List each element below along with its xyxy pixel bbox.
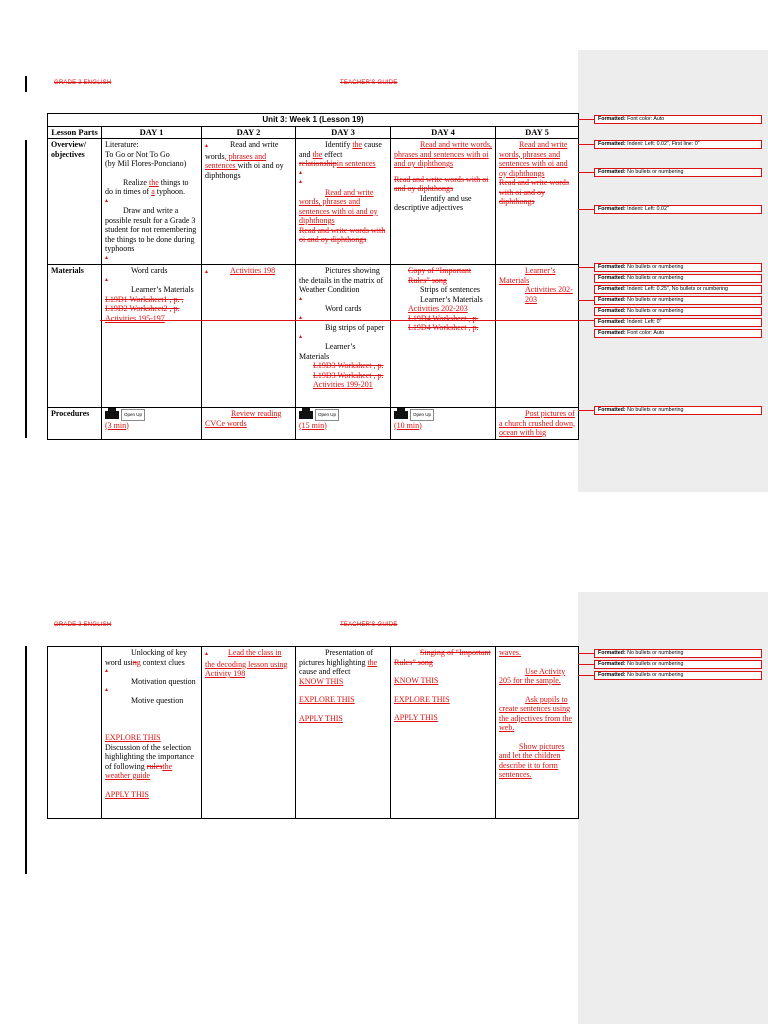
procedures-day3: Open Up (15 min) — [296, 408, 391, 440]
row-label-empty — [48, 647, 102, 819]
gift-box-icon — [299, 411, 313, 419]
col-header: DAY 1 — [102, 126, 202, 139]
procedures-day1-cont: Unlocking of key word using context clues ▴ Motivation question ▴ Motive question EXPLORE THIS Discussion of the selection highlighting the importance of following rulesthe weather guide APPLY THIS — [102, 647, 202, 819]
comment-leader-line — [578, 144, 594, 145]
gift-box-icon — [105, 411, 119, 419]
materials-day2: ▴ Activities 198 — [202, 265, 296, 408]
comment-leader-line — [578, 675, 594, 676]
overview-day3: Identify the cause and the effect relationshipin sentences ▴ ▴ Read and write words, phrases and sentences with oi and oy diphthongs Read and write words with oi and oy diphthongs — [296, 139, 391, 265]
lesson-table-page-2 — [47, 646, 579, 819]
comment-balloon[interactable]: Formatted: Indent: Left: 0.02" — [594, 205, 762, 214]
header-left: GRADE 3 ENGLISH — [54, 80, 112, 86]
overview-day5: Read and write words, phrases and sentences with oi and oy diphthongs Read and write words with oi and oy diphthongs — [496, 139, 579, 265]
change-bar — [25, 646, 27, 874]
open-up-badge: Open Up — [410, 409, 434, 421]
col-header: DAY 4 — [391, 126, 496, 139]
materials-row — [48, 265, 579, 408]
comment-leader-line — [578, 267, 594, 268]
comment-leader-line — [578, 119, 594, 120]
comment-balloon[interactable]: Formatted: Indent: Left: 0.02", First line: 0" — [594, 140, 762, 149]
open-up-badge: Open Up — [121, 409, 145, 421]
comment-balloon[interactable]: Formatted: No bullets or numbering — [594, 660, 762, 669]
bullet-marker: ▴ — [105, 197, 109, 204]
procedures-day5-cont: waves. Use Activity 205 for the sample. Ask pupils to create sentences using the adjectives from the web. Show pictures and let the children describe it to form sentences. — [496, 647, 579, 819]
procedures-day3-cont: Presentation of pictures highlighting the cause and effect KNOW THIS EXPLORE THIS APPLY THIS — [296, 647, 391, 819]
col-header: Lesson Parts — [48, 126, 102, 139]
row-label: Materials — [48, 265, 102, 408]
comment-balloon[interactable]: Formatted: No bullets or numbering — [594, 406, 762, 415]
materials-day4: Copy of “Important Rules” song Strips of sentences Learner’s Materials Activities 202-203 L19D4 Worksheet , p. L19D4 Worksheet , p. — [391, 265, 496, 408]
procedures-row — [48, 408, 579, 440]
bullet-marker: ▴ — [105, 254, 109, 261]
comment-balloon[interactable]: Formatted: Indent: Left: 0" — [594, 318, 762, 327]
overview-day2: ▴ Read and write words, phrases and sentences with oi and oy diphthongs — [202, 139, 296, 265]
materials-day3: Pictures showing the details in the matrix of Weather Condition ▴ Word cards ▴ Big strips of paper ▴ Learner’s Materials L19D3 Worksheet , p. L19D3 Worksheet , p. Activities 199-201 — [296, 265, 391, 408]
overview-day4: Read and write words, phrases and sentences with oi and oy diphthongs Read and write words with oi and oy diphthongs Identify and use descriptive adjectives — [391, 139, 496, 265]
procedures-day1: Open Up (3 min) — [102, 408, 202, 440]
table-header-row — [48, 126, 579, 139]
comment-balloon[interactable]: Formatted: Font color: Auto — [594, 115, 762, 124]
procedures-continued-row — [48, 647, 579, 819]
comment-balloon[interactable]: Formatted: No bullets or numbering — [594, 649, 762, 658]
change-bar — [25, 140, 27, 438]
comment-leader-line — [578, 410, 594, 411]
comment-leader-line — [578, 209, 594, 210]
comment-balloon[interactable]: Formatted: No bullets or numbering — [594, 307, 762, 316]
procedures-day2-cont: ▴ Lead the class in the decoding lesson using Activity 198 — [202, 647, 296, 819]
overview-row — [48, 139, 579, 265]
row-label: Procedures — [48, 408, 102, 440]
comment-leader-line — [578, 300, 594, 301]
table-title: Unit 3: Week 1 (Lesson 19) — [48, 114, 579, 127]
gift-box-icon — [394, 411, 408, 419]
comment-balloon[interactable]: Formatted: No bullets or numbering — [594, 296, 762, 305]
header-right: TEACHER'S GUIDE — [340, 80, 398, 86]
header-left: GRADE 3 ENGLISH — [54, 622, 112, 628]
col-header: DAY 5 — [496, 126, 579, 139]
comment-balloon[interactable]: Formatted: Indent: Left: 0.25", No bullets or numbering — [594, 285, 762, 294]
comment-balloon[interactable]: Formatted: Font color: Auto — [594, 329, 762, 338]
change-bar — [25, 76, 27, 92]
materials-day1: Word cards ▴ Learner’s Materials L19D1 Worksheet1 , p. , L19D2 Worksheet2 , p. Activities 195-197 — [102, 265, 202, 408]
row-label: Overview/ objectives — [48, 139, 102, 265]
comment-leader-line — [100, 320, 594, 321]
procedures-day5: Post pictures of a church crushed down, ocean with big — [496, 408, 579, 440]
col-header: DAY 3 — [296, 126, 391, 139]
comment-balloon[interactable]: Formatted: No bullets or numbering — [594, 168, 762, 177]
procedures-day2: Review reading CVCe words — [202, 408, 296, 440]
comment-leader-line — [578, 664, 594, 665]
comment-balloon[interactable]: Formatted: No bullets or numbering — [594, 671, 762, 680]
overview-day1: Literature: To Go or Not To Go (by Mil Flores-Ponciano) Realize the things to do in times of a typhoon. ▴ Draw and write a possible result for a Grade 3 student for not remembering the things to be done during typhoons ▴ — [102, 139, 202, 265]
col-header: DAY 2 — [202, 126, 296, 139]
open-up-badge: Open Up — [315, 409, 339, 421]
materials-day5: Learner’s Materials Activities 202-203 — [496, 265, 579, 408]
procedures-day4: Open Up (10 min) — [391, 408, 496, 440]
comment-leader-line — [578, 172, 594, 173]
header-right: TEACHER'S GUIDE — [340, 622, 398, 628]
comment-balloon[interactable]: Formatted: No bullets or numbering — [594, 274, 762, 283]
lesson-table-page-1 — [47, 113, 579, 440]
procedures-day4-cont: Singing of “Important Rules” song KNOW THIS EXPLORE THIS APPLY THIS — [391, 647, 496, 819]
comment-balloon[interactable]: Formatted: No bullets or numbering — [594, 263, 762, 272]
comment-leader-line — [578, 653, 594, 654]
